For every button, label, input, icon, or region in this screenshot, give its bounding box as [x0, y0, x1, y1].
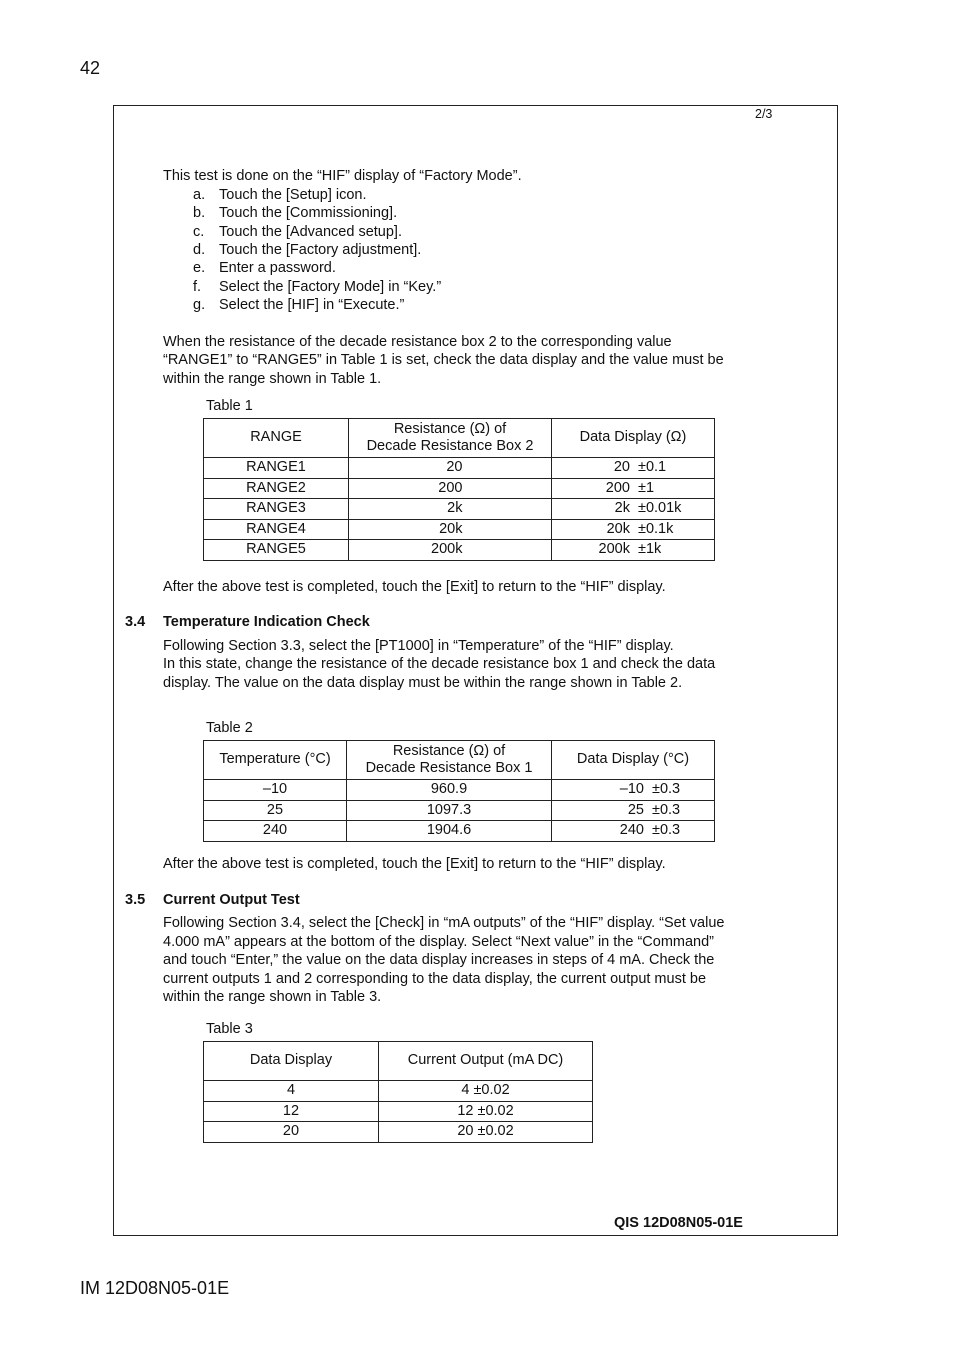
- header-cell: RANGE: [204, 419, 349, 458]
- table-header-row: [204, 741, 715, 780]
- paragraph-line: within the range shown in Table 3.: [163, 989, 382, 1005]
- header-cell: Data Display: [204, 1042, 379, 1081]
- paragraph-line: display. The value on the data display must be within the range shown in Table 2.: [163, 675, 683, 691]
- paragraph-line: Following Section 3.4, select the [Check] in “mA outputs” of the “HIF” display. “Set value: [163, 915, 725, 931]
- after-test-note: After the above test is completed, touch the [Exit] to return to the “HIF” display.: [163, 856, 666, 872]
- section-number: 3.4: [125, 614, 146, 630]
- table-row: 25 1097.3 25 ±0.3: [204, 800, 715, 821]
- section-number: 3.5: [125, 892, 146, 908]
- table-header-row: [204, 419, 715, 458]
- paragraph-line: “RANGE1” to “RANGE5” in Table 1 is set, check the data display and the value must be: [163, 352, 724, 368]
- paragraph-line: When the resistance of the decade resistance box 2 to the corresponding value: [163, 334, 672, 350]
- table-row: RANGE5 200k 200k ±1k: [204, 540, 715, 561]
- document-number: IM 12D08N05-01E: [80, 1278, 230, 1298]
- table-row: RANGE1 20 20 ±0.1: [204, 458, 715, 479]
- table-row: –10 960.9 –10 ±0.3: [204, 780, 715, 801]
- header-cell: Current Output (mA DC): [379, 1042, 593, 1081]
- paragraph-line: In this state, change the resistance of the decade resistance box 1 and check the data: [163, 656, 716, 672]
- page-number: 42: [80, 58, 101, 78]
- table-row: RANGE2 200 200 ±1: [204, 478, 715, 499]
- sheet-number: 2/3: [755, 107, 773, 121]
- table-row: 240 1904.6 240 ±0.3: [204, 821, 715, 842]
- table2-caption: Table 2: [206, 720, 253, 736]
- intro-text: This test is done on the “HIF” display of “Factory Mode”.: [163, 168, 522, 184]
- paragraph-line: current outputs 1 and 2 corresponding to the data display, the current output must be: [163, 971, 707, 987]
- table-row: 12 12 ±0.02: [204, 1101, 593, 1122]
- header-cell: Data Display (Ω): [552, 419, 715, 458]
- table-header-row: [204, 1042, 593, 1081]
- table2: [203, 740, 715, 842]
- header-cell: Temperature (°C): [204, 741, 347, 780]
- header-cell: Data Display (°C): [552, 741, 715, 780]
- qis-code: QIS 12D08N05-01E: [614, 1215, 743, 1231]
- table-row: 20 20 ±0.02: [204, 1122, 593, 1143]
- header-cell: Resistance (Ω) of Decade Resistance Box 2: [349, 419, 552, 458]
- section-title: Temperature Indication Check: [163, 614, 370, 630]
- table3-caption: Table 3: [206, 1021, 253, 1037]
- table-row: RANGE3 2k 2k ±0.01k: [204, 499, 715, 520]
- table-row: RANGE4 20k 20k ±0.1k: [204, 519, 715, 540]
- paragraph-line: within the range shown in Table 1.: [163, 371, 382, 387]
- table1: [203, 418, 715, 561]
- table3: [203, 1041, 593, 1143]
- after-test-note: After the above test is completed, touch the [Exit] to return to the “HIF” display.: [163, 579, 666, 595]
- table1-caption: Table 1: [206, 398, 253, 414]
- paragraph-line: Following Section 3.3, select the [PT1000] in “Temperature” of the “HIF” display.: [163, 638, 674, 654]
- paragraph-line: 4.000 mA” appears at the bottom of the display. Select “Next value” in the “Command”: [163, 934, 714, 950]
- table-row: 4 4 ±0.02: [204, 1081, 593, 1102]
- paragraph-line: and touch “Enter,” the value on the data display increases in steps of 4 mA. Check the: [163, 952, 715, 968]
- header-cell: Resistance (Ω) of Decade Resistance Box 1: [347, 741, 552, 780]
- section-title: Current Output Test: [163, 892, 300, 908]
